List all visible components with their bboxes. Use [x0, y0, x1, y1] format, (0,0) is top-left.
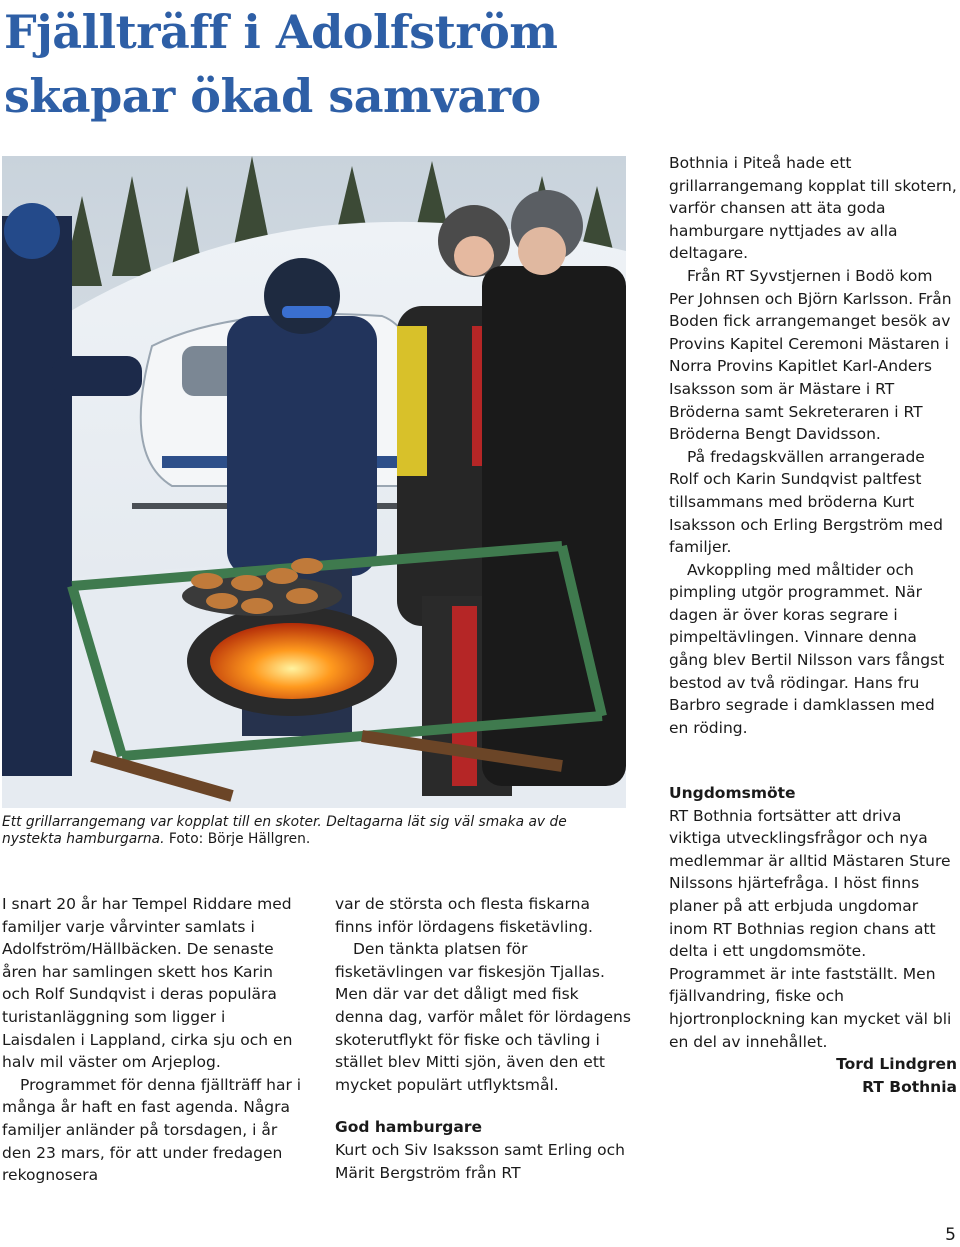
paragraph: På fredagskvällen arrangerade Rolf och Karin Sundqvist paltfest tillsammans med bröderna Kurt Isaksson och Erling Bergström med familjer.: [669, 447, 943, 557]
paragraph: Kurt och Siv Isaksson samt Erling och Märit Bergström från RT: [335, 1140, 625, 1182]
article-title: [4, 0, 644, 128]
photo-credit: Foto: Börje Hällgren.: [168, 831, 311, 847]
caption-text: Ett grillarrangemang var kopplat till en skoter. Deltagarna lät sig väl smaka av de nystekta hamburgarna.: [2, 814, 567, 847]
paragraph: RT Bothnia fortsätter att driva viktiga utvecklingsfrågor och nya medlemmar är alltid Mästaren Sture Nilssons hjärtefråga. I höst finns planer på att erbjuda ungdomar inom RT Bothnias region chans att delta i ett ungdomsmöte. Programmet är inte fastställt. Men fjällvandring, fiske och hjortronplockning kan mycket väl bli en del av innehållet.: [669, 806, 952, 1051]
paragraph: I snart 20 år har Tempel Riddare med familjer varje vårvinter samlats i Adolfström/Hällbäcken. De senaste åren har samlingen skett hos Karin och Rolf Sundqvist i deras populära turistanläggning som ligger i Laisdalen i Lappland, cirka sju och en halv mil väster om Arjeplog.: [2, 895, 293, 1072]
title-line-1: Fjällträff i Adolfström: [4, 5, 558, 59]
column-2: [335, 893, 631, 1184]
author-name: Tord Lindgren: [836, 1055, 957, 1074]
paragraph: Avkoppling med måltider och pimpling utgör programmet. När dagen är över koras segrare i pimpeltävlingen. Vinnare denna gång blev Bertil Nilsson vars fångst bestod av två rödingar. Hans fru Barbro segrade i damklassen med en röding.: [669, 560, 945, 737]
subheading-hamburgare: God hamburgare: [335, 1118, 482, 1137]
paragraph: Från RT Syvstjernen i Bodö kom Per Johnsen och Björn Karlsson. Från Boden fick arrangemanget besök av Provins Kapitel Ceremoni Mästaren i Norra Provins Kapitlet Karl-Anders Isaksson som är Mästare i RT Bröderna samt Sekreteraren i RT Bröderna Bengt Davidsson.: [669, 266, 952, 444]
paragraph: Den tänkta platsen för fisketävlingen var fiskesjön Tjallas. Men där var det dåligt med fisk denna dag, varför målet för lördagens skoterutflykt för fiske och tävling i stället blev Mitti sjön, även den ett mycket populärt utflyktsmål.: [335, 940, 631, 1094]
column-1: [2, 893, 302, 1187]
column-4: [669, 782, 957, 1098]
paragraph: Programmet för denna fjällträff har i många år haft en fast agenda. Några familjer anländer på torsdagen, i år den 23 mars, för att under fredagen rekognosera: [2, 1075, 302, 1185]
page-number: 5: [945, 1225, 956, 1245]
author-signature: [669, 1053, 957, 1098]
paragraph: var de största och flesta fiskarna finns inför lördagens fisketävling.: [335, 895, 593, 936]
winter-grill-photo: [2, 156, 626, 808]
author-org: RT Bothnia: [862, 1077, 957, 1096]
photo-caption: [2, 814, 626, 848]
article-photo: [2, 156, 626, 808]
title-line-2: skapar ökad samvaro: [4, 69, 541, 123]
subheading-ungdomsmote: Ungdomsmöte: [669, 784, 796, 802]
paragraph: Bothnia i Piteå hade ett grillarrangemang kopplat till skotern, varför chansen att äta goda hamburgare nyttjades av alla deltagare.: [669, 154, 957, 263]
column-3: [669, 152, 957, 739]
